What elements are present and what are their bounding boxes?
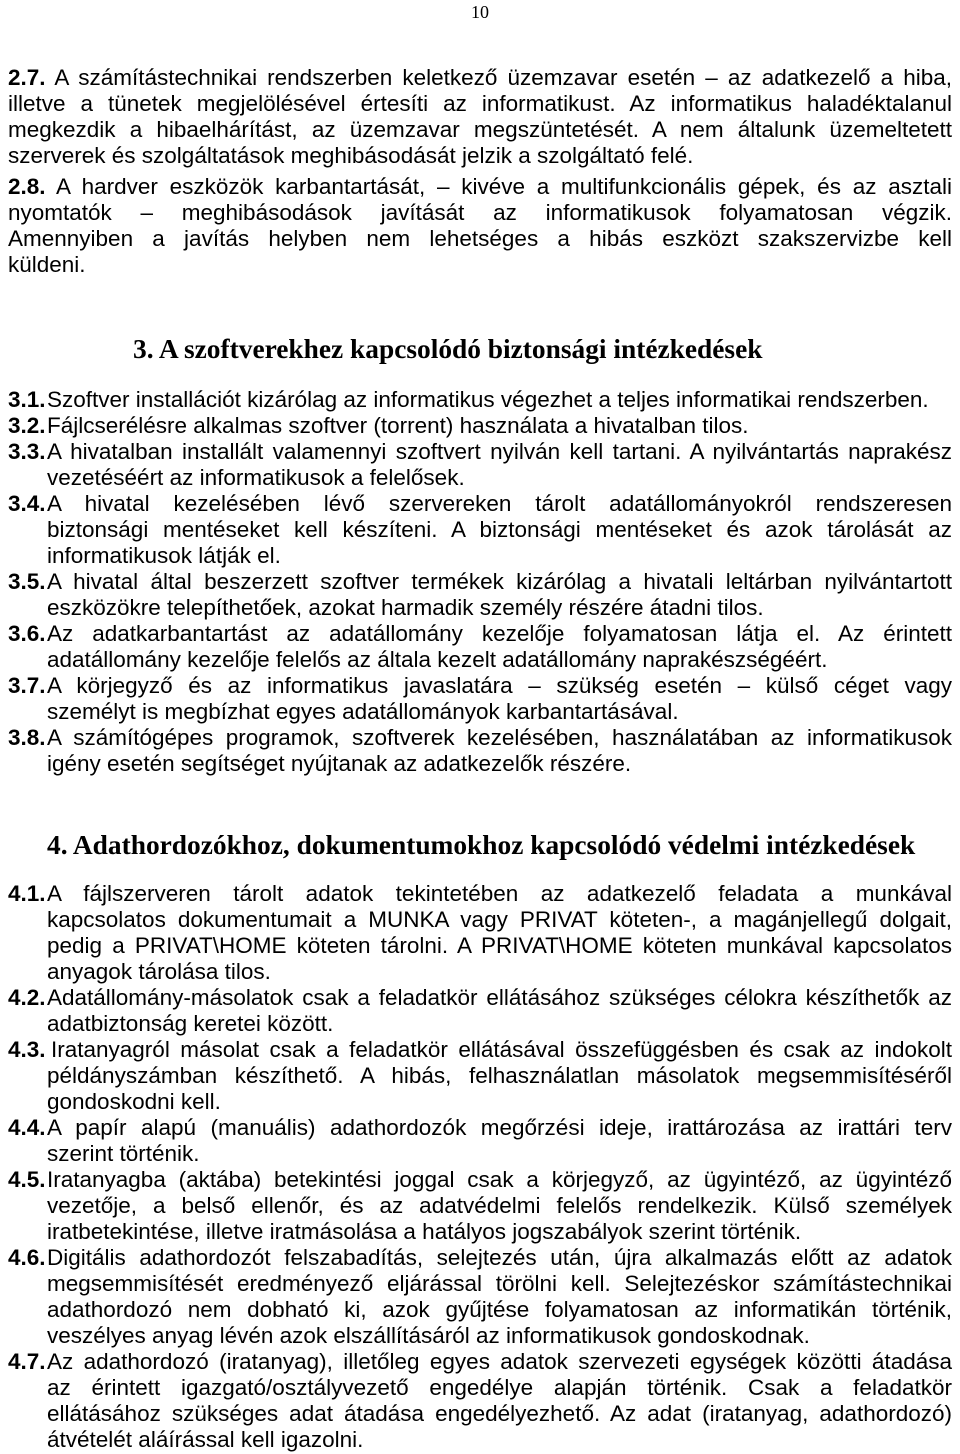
item-number: 2.8. bbox=[8, 174, 46, 199]
text-line: adatállomány kezelője felelős az általa kezelt adatállomány naprakészségéért. bbox=[47, 647, 828, 672]
text-line: kapcsolatos dokumentumait a MUNKA vagy PRIVAT köteten-, a magánjellegű dolgait, bbox=[47, 907, 952, 932]
text-line bbox=[8, 174, 952, 200]
text-line: illetve a tünetek megjelölésével értesíti az informatikust. Az informatikus haladéktalanul bbox=[8, 91, 952, 116]
item-number: 4.7. bbox=[8, 1349, 46, 1374]
section-3 bbox=[8, 387, 952, 777]
text-line: Az adatkarbantartást az adatállomány kezelője folyamatosan látja el. Az érintett bbox=[47, 621, 952, 646]
text-line: A számítógépes programok, szoftverek kezelésében, használatában az informatikusok bbox=[47, 725, 952, 750]
item-2-7 bbox=[8, 65, 952, 169]
item-3-1 bbox=[8, 387, 952, 413]
text-line: adatbiztonság keretei között. bbox=[47, 1011, 334, 1036]
item-number: 4.2. bbox=[8, 985, 46, 1010]
item-number: 3.7. bbox=[8, 673, 46, 698]
section-4-heading: 4. Adathordozókhoz, dokumentumokhoz kapcsolódó védelmi intézkedések bbox=[47, 830, 916, 860]
item-number: 3.5. bbox=[8, 569, 46, 594]
text-line: szerint történik. bbox=[47, 1141, 200, 1166]
text-line: pedig a PRIVAT\HOME köteten tárolni. A PRIVAT\HOME köteten munkával kapcsolatos bbox=[47, 933, 952, 958]
item-number: 3.2. bbox=[8, 413, 46, 438]
text-line: Adatállomány-másolatok csak a feladatkör ellátásához szükséges célokra készíthetők az bbox=[47, 985, 952, 1010]
text-line: Fájlcserélésre alkalmas szoftver (torrent) használata a hivatalban tilos. bbox=[47, 413, 749, 438]
item-4-4 bbox=[8, 1115, 952, 1167]
text-line: megkezdik a hibaelhárítást, az üzemzavar megszüntetését. A nem általunk üzemeltetett bbox=[8, 117, 952, 142]
text-line: veszélyes anyag lévén azok elszállításáról az informatikusok gondoskodnak. bbox=[47, 1323, 810, 1348]
item-number: 3.6. bbox=[8, 621, 46, 646]
item-4-7 bbox=[8, 1349, 952, 1453]
text-line: ellátásához szükséges adat átadása engedélyezhető. Az adat (iratanyag, adathordozó) bbox=[47, 1401, 952, 1426]
item-2-8 bbox=[8, 174, 952, 278]
text-line: A körjegyző és az informatikus javaslatára – szükség esetén – külső céget vagy bbox=[47, 673, 952, 698]
item-text: A számítástechnikai rendszerben keletkező üzemzavar esetén – az adatkezelő a hiba, bbox=[54, 65, 952, 90]
item-number: 3.4. bbox=[8, 491, 46, 516]
text-line: megsemmisítését eredményező eljárással törölni kell. Selejtezéskor számítástechnikai bbox=[47, 1271, 952, 1296]
text-line: szerverek és szolgáltatások meghibásodását jelzik a szolgáltató felé. bbox=[8, 143, 694, 168]
text-line: vezetéséért az informatikusok a felelősek. bbox=[47, 465, 465, 490]
text-line: példányszámban készíthető. A hibás, felhasználatlan másolatok megsemmisítéséről bbox=[47, 1063, 952, 1088]
item-number: 4.5. bbox=[8, 1167, 46, 1192]
item-3-7 bbox=[8, 673, 952, 725]
text-line: küldeni. bbox=[8, 252, 86, 277]
section-3-heading: 3. A szoftverekhez kapcsolódó biztonsági intézkedések bbox=[133, 334, 763, 364]
section-2 bbox=[8, 65, 952, 278]
text-line: átvételét aláírással kell igazolni. bbox=[47, 1427, 364, 1452]
text-line: személyt is megbízhat egyes adatállományok karbantartásával. bbox=[47, 699, 679, 724]
text-line: A hivatalban installált valamennyi szoftvert nyilván kell tartani. A nyilvántartás naprakész bbox=[47, 439, 952, 464]
item-number: 4.3. bbox=[8, 1037, 46, 1062]
text-line: A fájlszerveren tárolt adatok tekintetében az adatkezelő feladata a munkával bbox=[47, 881, 952, 906]
text-line: informatikusok látják el. bbox=[47, 543, 281, 568]
text-line: biztonsági mentéseket kell készíteni. A biztonsági mentéseket és azok tárolását az bbox=[47, 517, 952, 542]
item-number: 3.3. bbox=[8, 439, 46, 464]
item-4-6 bbox=[8, 1245, 952, 1349]
text-line: adathordozó nem dobható ki, azok gyűjtése folyamatosan az informatikán történik, bbox=[47, 1297, 952, 1322]
item-number: 3.8. bbox=[8, 725, 46, 750]
text-line bbox=[8, 65, 952, 91]
item-3-5 bbox=[8, 569, 952, 621]
item-number: 3.1. bbox=[8, 387, 46, 412]
text-line: Iratanyagba (aktába) betekintési joggal csak a körjegyző, az ügyintéző, az ügyintéző bbox=[47, 1167, 952, 1192]
text-line: anyagok tárolása tilos. bbox=[47, 959, 271, 984]
item-number: 4.1. bbox=[8, 881, 46, 906]
text-line: Szoftver installációt kizárólag az informatikus végezhet a teljes informatikai rendszerben. bbox=[47, 387, 929, 412]
text-line: az érintett igazgató/osztályvezető engedélye alapján történik. Csak a feladatkör bbox=[47, 1375, 952, 1400]
item-text: A hardver eszközök karbantartását, – kivéve a multifunkcionális gépek, és az asztali bbox=[56, 174, 952, 199]
item-3-8 bbox=[8, 725, 952, 777]
page-number: 10 bbox=[471, 2, 489, 22]
text-line: nyomtatók – meghibásodások javítását az informatikusok folyamatosan végzik. bbox=[8, 200, 952, 225]
text-line: Iratanyagról másolat csak a feladatkör ellátásával összefüggésben és csak az indokolt bbox=[51, 1037, 952, 1062]
text-line: eszközökre telepíthetőek, azokat harmadik személy részére átadni tilos. bbox=[47, 595, 764, 620]
text-line: A hivatal által beszerzett szoftver termékek kizárólag a hivatali leltárban nyilvántartott bbox=[47, 569, 952, 594]
item-3-2 bbox=[8, 413, 952, 439]
text-line: Az adathordozó (iratanyag), illetőleg egyes adatok szervezeti egységek közötti átadása bbox=[47, 1349, 952, 1374]
text-line: vezetője, a belső ellenőr, és az adatvédelmi felelős rendelkezik. Külső személyek bbox=[47, 1193, 952, 1218]
text-line: gondoskodni kell. bbox=[47, 1089, 221, 1114]
item-3-6 bbox=[8, 621, 952, 673]
item-3-3 bbox=[8, 439, 952, 491]
item-number: 4.4. bbox=[8, 1115, 46, 1140]
item-3-4 bbox=[8, 491, 952, 569]
text-line: A papír alapú (manuális) adathordozók megőrzési ideje, irattározása az irattári terv bbox=[47, 1115, 952, 1140]
text-line: Digitális adathordozót felszabadítás, selejtezés után, újra alkalmazás előtt az adatok bbox=[47, 1245, 952, 1270]
text-line: iratbetekintése, illetve iratmásolása a hatályos jogszabályok szerint történik. bbox=[47, 1219, 802, 1244]
section-4 bbox=[8, 881, 952, 1453]
item-number: 4.6. bbox=[8, 1245, 46, 1270]
item-4-5 bbox=[8, 1167, 952, 1245]
text-line: A hivatal kezelésében lévő szervereken tárolt adatállományokról rendszeresen bbox=[47, 491, 952, 516]
item-4-1 bbox=[8, 881, 952, 985]
item-4-3 bbox=[8, 1037, 952, 1115]
text-line: igény esetén segítséget nyújtanak az adatkezelők részére. bbox=[47, 751, 632, 776]
text-line: Amennyiben a javítás helyben nem lehetséges a hibás eszközt szakszervizbe kell bbox=[8, 226, 952, 251]
item-number: 2.7. bbox=[8, 65, 46, 90]
item-4-2 bbox=[8, 985, 952, 1037]
